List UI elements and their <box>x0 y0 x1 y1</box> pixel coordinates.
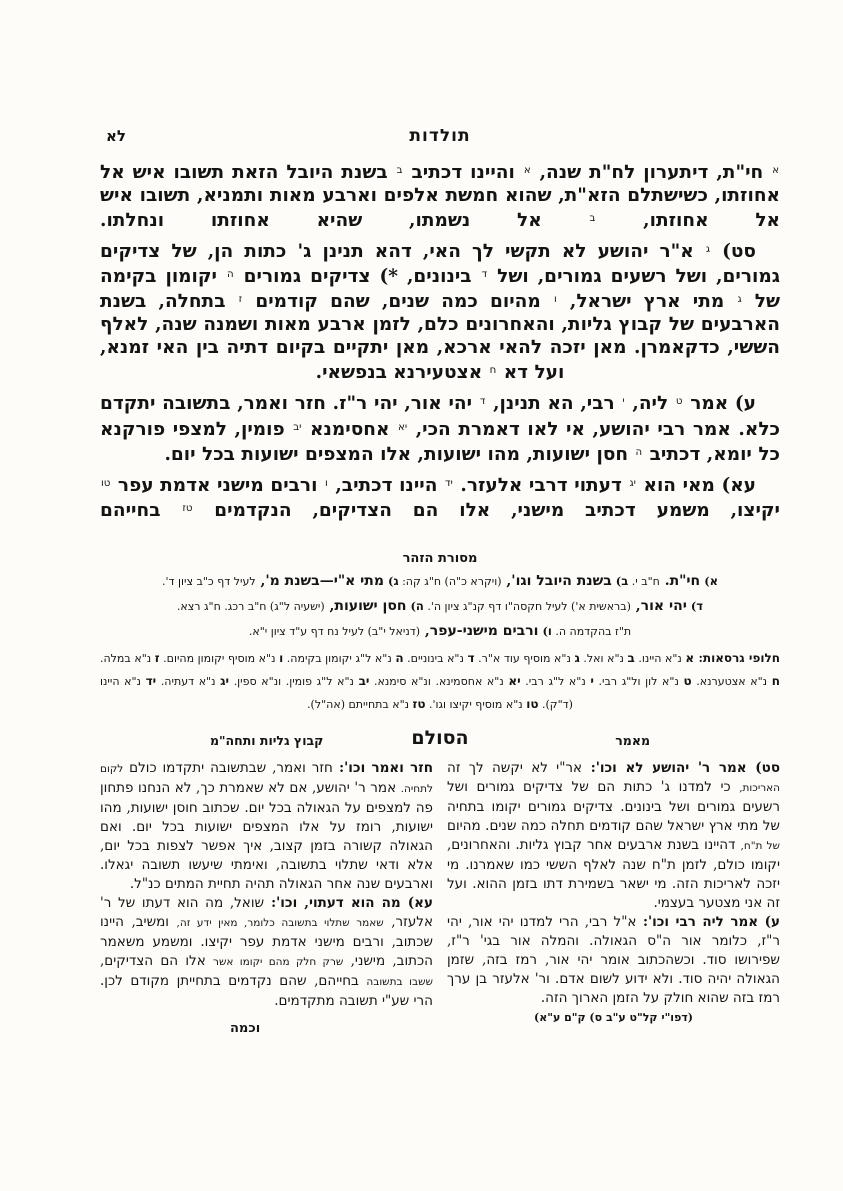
text-run: אר"י לא יקשה לך זה <box>447 760 583 776</box>
text-run: (דניאל י"ב) לעיל נח דף ע"ד ציון י"א. <box>248 625 421 638</box>
note-marker: ג <box>737 294 742 306</box>
page-title: תולדות <box>409 126 471 146</box>
note-marker: ב <box>396 165 403 176</box>
text-run: יהי אור, <box>630 598 687 614</box>
text-run: ששבו בתשובה <box>366 976 433 988</box>
text-run: חסן ישועות, מהו ישועות, אלו המצפים ישועות בכל יום. <box>164 443 635 465</box>
text-run: נ"א מוסיף עוד א"ר. <box>474 652 575 665</box>
text-run: מתי ארץ ישראל, <box>557 291 737 313</box>
commentary-paragraph-hazar-veamar <box>100 759 433 894</box>
text-run: ד <box>467 651 475 665</box>
text-run: א <box>685 651 695 665</box>
text-run: נ"א ואל. <box>579 652 628 665</box>
hasulam-title: הסולם <box>411 727 469 749</box>
text-run: חי"ת. <box>659 573 701 589</box>
text-run: נ"א ל"ג רבי. <box>520 675 591 688</box>
commentary-paragraph-70 <box>447 913 780 1008</box>
text-run: והיינו דכתיב <box>403 162 523 184</box>
text-run: (ישעיה ל"ג) ח"ב רכג. ח"ג רצא. <box>176 600 325 613</box>
text-run: ד) <box>686 599 704 613</box>
note-marker: יד <box>445 477 453 489</box>
note-marker: טז <box>182 502 193 514</box>
note-marker: ו <box>325 477 328 489</box>
text-run: חזר ואמר, שבתשובה יתקדמו כולם <box>123 760 333 776</box>
zohar-paragraph-69 <box>100 238 780 384</box>
note-marker: א <box>772 165 780 176</box>
text-run: אלו הם הצדיקים, <box>100 953 214 969</box>
text-run: ח"ב י. <box>628 575 660 588</box>
text-run: נ"א לון ול"ג רבי. <box>593 675 684 688</box>
text-run: א"ל רבי, הרי למדנו יהי אור, יהי ר"ז, כלומר אור ה"ס הגאולה. והמלה אור בגי' ר"ז, שפירושו סוד. וכשהכתוב אומר יהי אור, רמז בזה, שזמן הגאולה יהיה סוד. ולא ידוע לשום אדם. ור' אלעזר בן ערך רמז בזה שהוא חולק על הזמן הארוך הזה. <box>447 914 780 1006</box>
chalufei-girsaot-section <box>100 647 780 716</box>
text-run: דעתוי דרבי אלעזר. <box>453 474 629 496</box>
text-run: כי למדנו ג' כתות הם של צדיקים גמורים ושל רשעים גמורים ושל בינונים. צדיקים גמורים יקומו בתחיה של מתי ארץ ישראל שהם קודמים תחלה כמה שנים. מהיום <box>447 779 780 834</box>
text-run: ו) <box>538 624 552 638</box>
note-marker: ד <box>479 396 486 408</box>
text-run: י <box>590 674 594 688</box>
text-run: בחייהם <box>100 499 182 521</box>
text-run: האריכות, <box>739 782 780 794</box>
zohar-paragraph-68 <box>100 159 780 232</box>
text-run: נ"א במלה. <box>100 652 155 665</box>
note-marker: ה <box>635 446 643 458</box>
zohar-paragraph-71 <box>100 472 780 522</box>
text-run: ה) <box>406 599 424 613</box>
zohar-paragraph-70 <box>100 390 780 465</box>
text-run: אצטעירנא בנפשאי. <box>315 362 489 384</box>
text-run: ורבים מישני אדמת עפר <box>111 474 324 496</box>
text-run: עא) מאי הוא <box>636 474 757 496</box>
note-marker: יא <box>398 421 408 433</box>
text-run: בתחלה, בשנת הארבעים של קבוץ גליות, והאחרונים כלם, לזמן ארבע מאות ושמנה שנה, לאלף הששי, כדקאמרן. מאן יזכה להאי ארכא, מאן יתקיים בקיום דתיה בין האי זמנא, ועל דא <box>100 291 780 384</box>
text-run: ט <box>683 674 692 688</box>
text-run: לעיל דף כ"ב ציון ד'. <box>161 575 256 588</box>
text-run: היינו דכתיב, <box>328 474 444 496</box>
text-run: שואל, מה הוא דעתו של ר' אלעזר, <box>100 895 433 930</box>
text-run: פומין, למצפי פורקנא כל יומא, דכתיב <box>100 418 780 465</box>
text-run: נ"א ל"ג יקומון בקימה. <box>283 652 396 665</box>
text-run: נ"א דעתיה. <box>156 675 221 688</box>
text-run: שאמר שתלוי בתשובה כלומר, מאין ידע זה, <box>176 917 384 929</box>
text-run: ע) אמר <box>683 393 756 415</box>
text-run: בשנת היובל הזאת תשובו איש אל אחוזתו, כשישתלם הזא"ת, שהוא חמשת אלפים וארבע מאות ותמניא, תשובו איש אל אחוזתו, <box>100 162 781 232</box>
hasulam-headers <box>100 727 780 755</box>
text-run: לקום לתחיה. <box>100 763 433 795</box>
note-marker: ט <box>675 396 683 408</box>
text-run: אל נשמתו, שהיא אחוזתו ונחלתו. <box>100 210 589 232</box>
essay-title: קבוץ גליות ותחה"מ <box>210 733 324 748</box>
text-run: נ"א אצטערנא. <box>691 675 772 688</box>
page-header <box>100 126 780 152</box>
text-run: ח <box>771 674 780 688</box>
note-marker: ח <box>489 365 497 377</box>
maamar-label: מאמר <box>615 733 650 748</box>
note-marker: טו <box>101 477 111 489</box>
text-run: ה <box>395 651 404 665</box>
text-run: ו <box>279 651 284 665</box>
text-run: חסן ישועות, <box>324 598 407 614</box>
hasulam-columns <box>100 759 780 1038</box>
text-run: נ"א היינו. <box>634 652 686 665</box>
masoret-line <box>100 594 780 619</box>
text-run: יקיצו, משמע דכתיב מישני, אלו הם הצדיקים, הנקדמים <box>193 499 780 521</box>
commentary-paragraph-69 <box>447 759 780 913</box>
text-run: חי"ת, דיתערון לח"ת שנה, <box>531 162 772 184</box>
text-run: ב <box>627 651 635 665</box>
note-marker: ב <box>589 213 596 225</box>
text-run: טו <box>526 697 539 711</box>
note-marker: א <box>523 165 531 176</box>
text-run: א"ר יהושע לא תקשי לך האי, דהא תנינן ג' כתות הן, של צדיקים גמורים, ושל רשעים גמורים, ושל <box>100 241 780 288</box>
note-marker: ה <box>227 269 234 281</box>
text-run: שרק חלק מהם יקומו אשר <box>213 956 344 968</box>
commentary-paragraph-71 <box>100 894 433 1011</box>
text-run: חזר ואמר וכו': <box>332 760 433 776</box>
text-run: מתי א"י—בשנת מ', <box>255 573 384 589</box>
text-run: דהיינו בשנת ארבעים אחר קבוץ גליות. והאחרונים, יקומו כולם, לזמן ת"ח שנה לאלף הששי כמו שאמרנו. מי יזכה לאריכות הזה. מי ישאר בשמירת דתו בזמן ההוא. ועל זה אני מצטער בעצמי. <box>447 837 780 911</box>
text-run: ב) <box>611 574 629 588</box>
text-run: נ"א בינוניים. <box>403 652 468 665</box>
note-marker: ו <box>553 294 557 306</box>
text-run: נ"א היינו (ד"ק). <box>100 675 573 711</box>
text-run: יב <box>358 674 370 688</box>
text-run: ליה, <box>625 393 675 415</box>
note-marker: ג <box>705 244 711 256</box>
text-run: (ויקרא כ"ה) ח"ג קה: <box>398 575 502 588</box>
catchword: וכמה <box>230 1021 261 1036</box>
hasulam-left-column <box>100 759 433 1038</box>
text-run: מהיום כמה שנים, שהם קודמים <box>243 291 553 313</box>
text-run: יא <box>508 674 521 688</box>
text-run: נ"א ל"ג פומין. ונ"א ספין. <box>229 675 359 688</box>
text-run: ומשיב, היינו שכתוב, ורבים מישני אדמת עפר יקיצו. ומשמע משאמר הכתוב, מישני, <box>100 914 433 969</box>
text-run: סט) אמר ר' יהושע לא וכו': <box>582 760 780 776</box>
text-run: יד <box>145 674 157 688</box>
source-note: (דפו"י קל"ט ע"ב ס) ק"ם ע"א) <box>534 1011 693 1024</box>
text-run: של ת"ח, <box>740 840 780 852</box>
text-run: ז <box>154 651 160 665</box>
text-run: בחייהם, שהם נקדמים בתחייתן מקודם לכן. הרי שע"י תשובה מתקדמים. <box>100 973 433 1009</box>
note-marker: יב <box>293 421 302 433</box>
text-run: ת"ז בהקדמה ה. <box>551 625 632 638</box>
text-run: ג <box>574 651 580 665</box>
zohar-main-text <box>100 159 780 528</box>
text-run: אחסימנא <box>302 418 398 440</box>
folio-number: לא <box>106 127 126 145</box>
text-run: נ"א מוסיף יקיצו וגו'. <box>425 698 527 711</box>
text-run: בינונים, *) צדיקים גמורים <box>234 266 481 288</box>
text-run: טז <box>412 697 426 711</box>
text-run: עא) מה הוא דעתוי, וכו': <box>264 895 433 911</box>
text-run: יהי אור, יהי ר"ז. חזר ואמר, בתשובה יתקדם כלא. אמר רבי יהושע, אי לאו דאמרת הכי, <box>100 393 780 440</box>
text-run: אמר ר' יהושע, אם לא שאמרת כך, לא הנחנו פתחון פה למצפים על הגאולה בכל יום. שכתוב חוסן ישועות, מהו ישועות, רומז על אלו המצפים ישועות בכל יום. ואם הגאולה קשורה בזמן קצוב, איך אפשר לצפות בכל יום, אלא ודאי שתלוי בתשובה, ואימתי שיעשו תשובה יגאלו. וארבעים שנה אחר הגאולה תהיה תחיית המתים כנ"ל. <box>100 780 433 892</box>
note-marker: י <box>622 396 625 408</box>
text-run: חלופי גרסאות: <box>694 651 780 665</box>
text-run: נ"א מוסיף יקומון מהיום. <box>159 652 280 665</box>
text-run: (בראשית א') לעיל חקסה"ו דף קנ"ג ציון ה'. <box>423 600 631 613</box>
text-run: נ"א אחסמינא. ונ"א סימנא. <box>369 675 509 688</box>
hasulam-right-column <box>447 759 780 1038</box>
masoret-hazohar-title: מסורת הזהר <box>402 551 478 566</box>
note-marker: ד <box>481 269 488 281</box>
text-run: ורבים מישני-עפר, <box>420 623 539 639</box>
hasulam-commentary-section <box>100 727 780 1038</box>
masoret-line <box>100 619 780 644</box>
text-run: א) <box>700 574 719 588</box>
text-run: בשנת היובל וגו', <box>501 573 612 589</box>
text-run: רבי, הא תנינן, <box>486 393 622 415</box>
note-marker: יג <box>629 477 636 489</box>
masoret-line <box>100 569 780 594</box>
text-run: יקומון בקימה של <box>100 266 781 313</box>
chalufei-girsaot-text <box>100 647 780 716</box>
masoret-hazohar-section <box>100 551 780 644</box>
text-run: נ"א בתחייתם (אה"ל). <box>307 698 413 711</box>
text-run: סט) <box>711 241 757 263</box>
text-run: ע) אמר ליה רבי וכו': <box>636 914 780 930</box>
text-run: יג <box>220 674 230 688</box>
note-marker: ז <box>238 294 243 306</box>
text-run: ג) <box>384 574 399 588</box>
